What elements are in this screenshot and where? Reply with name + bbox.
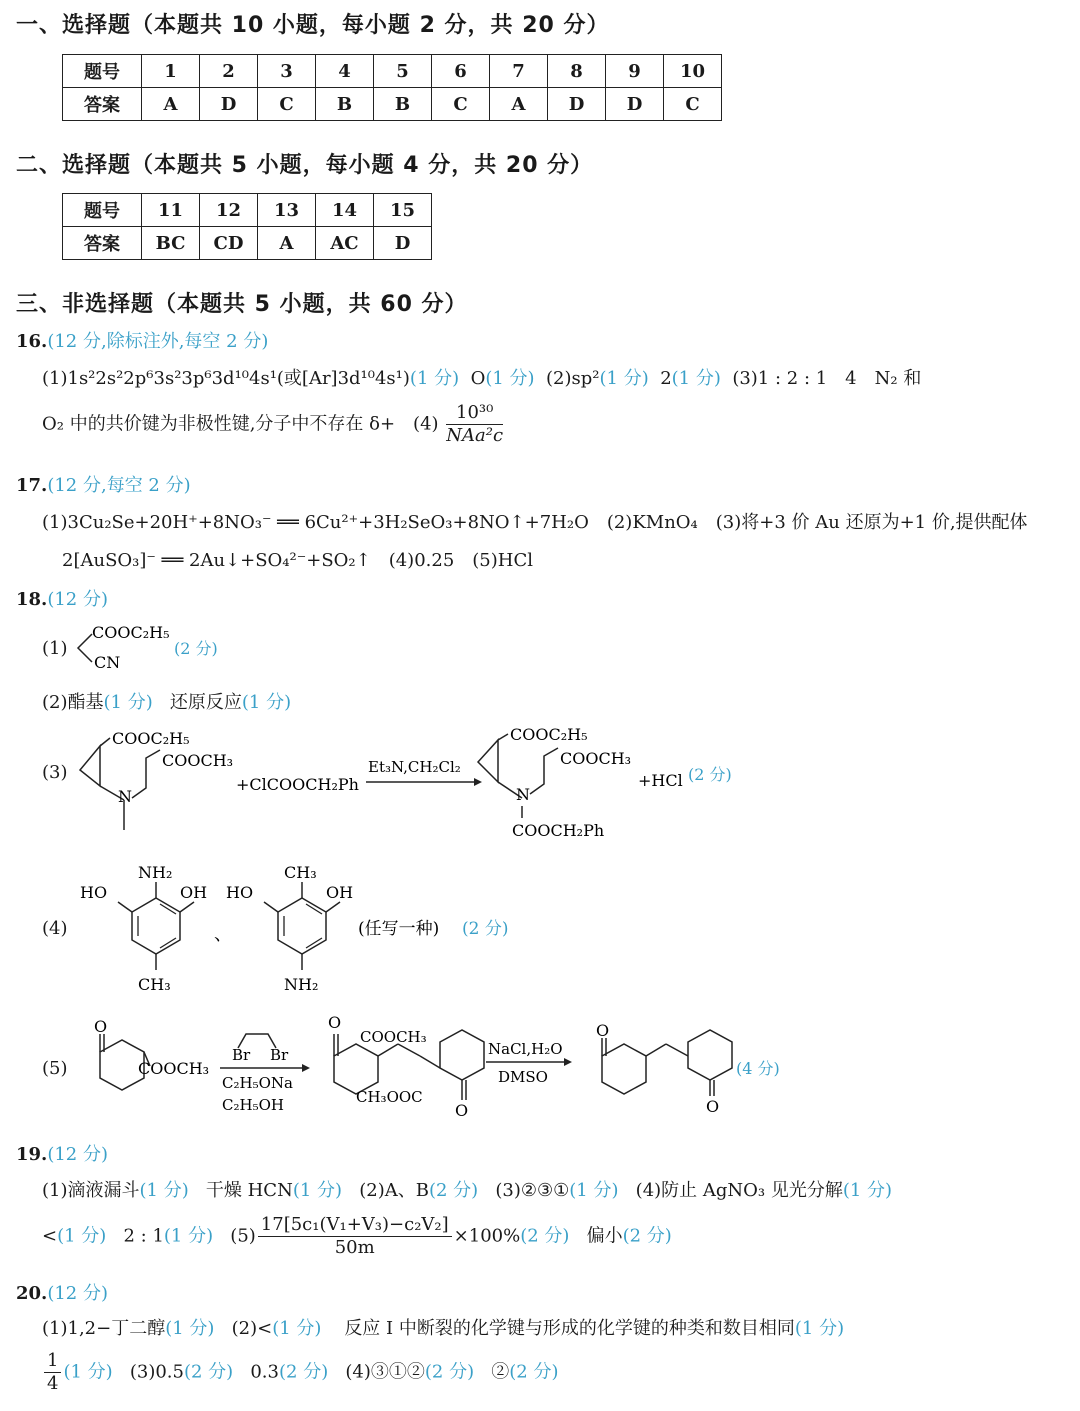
methyl-label: CH₃ bbox=[138, 975, 171, 994]
hydroxyl-label: HO bbox=[226, 883, 254, 902]
answer-cell: D bbox=[374, 227, 432, 260]
question-number: 18. bbox=[16, 589, 48, 610]
q16-line-1 bbox=[42, 364, 921, 390]
fraction-numerator: 1 bbox=[44, 1350, 61, 1373]
q20-header bbox=[16, 1279, 108, 1305]
number-cell: 5 bbox=[374, 55, 432, 88]
answer-cell: CD bbox=[200, 227, 258, 260]
answer-text: 还原反应 bbox=[169, 692, 242, 713]
number-cell: 9 bbox=[606, 55, 664, 88]
number-cell: 4 bbox=[316, 55, 374, 88]
header-cell: 答案 bbox=[63, 227, 142, 260]
answer-text: (1)1,2−丁二醇 bbox=[42, 1318, 166, 1339]
reaction-conditions: NaCl,H₂O bbox=[488, 1040, 563, 1058]
carbonyl-oxygen-label: O bbox=[94, 1017, 108, 1036]
answer-cell: A bbox=[490, 88, 548, 121]
byproduct-label: +HCl bbox=[638, 771, 683, 790]
question-number: 19. bbox=[16, 1144, 48, 1165]
ester-group-label: CH₃OOC bbox=[356, 1088, 423, 1106]
purity-fraction bbox=[258, 1214, 452, 1259]
q17-line-2: 2[AuSO₃]⁻ ══ 2Au↓+SO₄²⁻+SO₂↑ (4)0.25 (5)HCl bbox=[62, 550, 534, 571]
q18-header bbox=[16, 585, 108, 611]
answer-text: (3)1 : 2 : 1 4 N₂ 和 bbox=[732, 368, 922, 389]
hydroxyl-label: OH bbox=[180, 883, 208, 902]
score-note: (1 分) bbox=[485, 368, 535, 389]
number-cell: 15 bbox=[374, 194, 432, 227]
answer-text: (4)③①② bbox=[345, 1361, 425, 1383]
score-note: (1 分) bbox=[241, 692, 292, 713]
score-note: (1 分) bbox=[292, 1180, 343, 1201]
answer-text: (2)< bbox=[231, 1318, 273, 1339]
answer-text: 反应 Ⅰ 中断裂的化学键与形成的化学键的种类和数目相同 bbox=[344, 1318, 795, 1339]
answer-cell: C bbox=[664, 88, 722, 121]
number-cell: 10 bbox=[664, 55, 722, 88]
score-note: (12 分) bbox=[47, 1144, 108, 1165]
score-note: (1 分) bbox=[163, 1225, 214, 1247]
number-cell: 3 bbox=[258, 55, 316, 88]
score-note: (1 分) bbox=[569, 1180, 619, 1201]
reaction-conditions: DMSO bbox=[498, 1068, 548, 1086]
score-note: (12 分) bbox=[47, 589, 108, 610]
section-2-title: 二、选择题（本题共 5 小题，每小题 4 分，共 20 分） bbox=[16, 153, 594, 178]
score-note: (1 分) bbox=[165, 1318, 215, 1339]
number-cell: 6 bbox=[432, 55, 490, 88]
question-number: 17. bbox=[16, 475, 48, 496]
number-cell: 11 bbox=[142, 194, 200, 227]
reaction-conditions: C₂H₅ONa bbox=[222, 1074, 293, 1092]
score-note: (12 分,除标注外,每空 2 分) bbox=[47, 331, 269, 352]
ratio-fraction bbox=[44, 1350, 61, 1395]
fraction-numerator: 10³⁰ bbox=[446, 402, 503, 425]
answer-text: < bbox=[42, 1225, 58, 1247]
q18-part-4-label: (4) bbox=[42, 918, 68, 939]
answer-text: (2)A、B bbox=[359, 1180, 429, 1201]
score-note: (2 分) bbox=[279, 1361, 329, 1383]
score-note: (12 分) bbox=[47, 1283, 108, 1304]
answer-cell: D bbox=[200, 88, 258, 121]
nitrogen-label: N bbox=[516, 785, 530, 804]
header-cell: 题号 bbox=[63, 194, 142, 227]
answer-text: (1)1s²2s²2p⁶3s²3p⁶3d¹⁰4s¹(或[Ar]3d¹⁰4s¹) bbox=[42, 368, 410, 389]
answer-text: (5) bbox=[230, 1225, 256, 1247]
question-number: 16. bbox=[16, 331, 48, 352]
number-cell: 8 bbox=[548, 55, 606, 88]
answer-cell: D bbox=[548, 88, 606, 121]
dibromide-label: Br bbox=[232, 1046, 251, 1064]
number-cell: 12 bbox=[200, 194, 258, 227]
score-note: (2 分) bbox=[428, 1180, 479, 1201]
answer-text: (2)sp² bbox=[546, 368, 600, 389]
score-note: (2 分) bbox=[183, 1361, 234, 1383]
q18-part-5-reaction bbox=[70, 1012, 810, 1132]
cbz-group-label: COOCH₂Ph bbox=[512, 821, 605, 840]
number-cell: 7 bbox=[490, 55, 548, 88]
section-3-title: 三、非选择题（本题共 5 小题，共 60 分） bbox=[16, 292, 468, 317]
score-note: (1 分) bbox=[794, 1318, 845, 1339]
answer-cell: B bbox=[316, 88, 374, 121]
q19-header bbox=[16, 1140, 108, 1166]
hydroxyl-label: HO bbox=[80, 883, 108, 902]
q16-line-2 bbox=[42, 402, 505, 447]
q18-part-2 bbox=[42, 688, 291, 714]
section-2-answer-table bbox=[62, 193, 432, 260]
q18-part-5-label: (5) bbox=[42, 1058, 68, 1079]
answer-cell: A bbox=[142, 88, 200, 121]
score-note: (1 分) bbox=[272, 1318, 322, 1339]
answer-cell: D bbox=[606, 88, 664, 121]
q18-part-1-label: (1) bbox=[42, 638, 68, 659]
cyano-group-label: CN bbox=[94, 653, 121, 672]
score-note: (2 分) bbox=[520, 1225, 570, 1247]
answer-text: (3)②③① bbox=[495, 1180, 570, 1201]
ester-group-label: COOCH₃ bbox=[162, 751, 234, 770]
answer-text: ② bbox=[491, 1361, 510, 1383]
hydroxyl-label: OH bbox=[326, 883, 354, 902]
answer-text: (3)0.5 bbox=[129, 1361, 184, 1383]
answer-cell: AC bbox=[316, 227, 374, 260]
q17-header bbox=[16, 471, 191, 497]
carbonyl-oxygen-label: O bbox=[596, 1021, 610, 1040]
answer-cell: BC bbox=[142, 227, 200, 260]
answer-text: (1)滴液漏斗 bbox=[42, 1180, 140, 1201]
answer-text: 0.3 bbox=[250, 1361, 279, 1383]
answer-cell: C bbox=[258, 88, 316, 121]
ester-group-label: COOCH₃ bbox=[360, 1028, 427, 1046]
ester-group-label: COOCH₃ bbox=[560, 749, 632, 768]
section-1-answer-table bbox=[62, 54, 722, 121]
ester-group-label: COOC₂H₅ bbox=[510, 725, 588, 744]
score-note: (1 分) bbox=[409, 368, 460, 389]
number-cell: 13 bbox=[258, 194, 316, 227]
q18-part-1-structure bbox=[70, 618, 250, 678]
number-cell: 1 bbox=[142, 55, 200, 88]
score-note: (2 分) bbox=[462, 919, 509, 939]
answer-text: (4)防止 AgNO₃ 见光分解 bbox=[635, 1180, 843, 1201]
score-note: (2 分) bbox=[688, 765, 732, 784]
table-row bbox=[63, 88, 722, 121]
answer-cell: B bbox=[374, 88, 432, 121]
reaction-conditions: Et₃N,CH₂Cl₂ bbox=[368, 758, 461, 776]
score-note: (1 分) bbox=[57, 1225, 107, 1247]
header-cell: 题号 bbox=[63, 55, 142, 88]
section-1-title: 一、选择题（本题共 10 小题，每小题 2 分，共 20 分） bbox=[16, 13, 610, 38]
score-note: (1 分) bbox=[599, 368, 649, 389]
score-note: (1 分) bbox=[842, 1180, 893, 1201]
q16-header bbox=[16, 327, 268, 353]
score-note: (2 分) bbox=[622, 1225, 672, 1247]
answer-text: ×100% bbox=[453, 1225, 521, 1247]
question-number: 20. bbox=[16, 1283, 48, 1304]
ester-group-label: COOC₂H₅ bbox=[112, 729, 190, 748]
answer-text: (2)酯基 bbox=[42, 692, 104, 713]
score-note: (2 分) bbox=[174, 639, 218, 658]
score-note: (12 分,每空 2 分) bbox=[47, 475, 191, 496]
q18-part-3-label: (3) bbox=[42, 762, 68, 783]
q19-line-1 bbox=[42, 1176, 892, 1202]
number-cell: 2 bbox=[200, 55, 258, 88]
carbonyl-oxygen-label: O bbox=[328, 1013, 342, 1032]
amino-label: NH₂ bbox=[138, 863, 173, 882]
carbonyl-oxygen-label: O bbox=[706, 1097, 720, 1116]
carbonyl-oxygen-label: O bbox=[455, 1101, 469, 1120]
dibromide-label: Br bbox=[270, 1046, 289, 1064]
fraction-denominator: 4 bbox=[47, 1373, 59, 1394]
header-cell: 答案 bbox=[63, 88, 142, 121]
answer-text: O₂ 中的共价键为非极性键,分子中不存在 δ+ (4) bbox=[42, 413, 439, 435]
answer-cell: A bbox=[258, 227, 316, 260]
fraction-denominator: NAa²c bbox=[446, 425, 504, 446]
score-note: (4 分) bbox=[736, 1059, 780, 1078]
q20-line-1 bbox=[42, 1314, 844, 1340]
number-cell: 14 bbox=[316, 194, 374, 227]
density-fraction bbox=[446, 402, 503, 447]
methyl-label: CH₃ bbox=[284, 863, 317, 882]
ester-group-label: COOCH₃ bbox=[138, 1059, 210, 1078]
reagent-label: +ClCOOCH₂Ph bbox=[236, 775, 359, 794]
answer-text: 干燥 HCN bbox=[205, 1180, 293, 1201]
table-row bbox=[63, 227, 432, 260]
reaction-conditions: C₂H₅OH bbox=[222, 1096, 284, 1114]
score-note: (1 分) bbox=[671, 368, 721, 389]
nitrogen-label: N bbox=[118, 787, 132, 806]
fraction-denominator: 50m bbox=[334, 1237, 375, 1258]
score-note: (1 分) bbox=[63, 1361, 113, 1383]
fraction-numerator: 17[5c₁(V₁+V₃)−c₂V₂] bbox=[258, 1214, 452, 1237]
amino-label: NH₂ bbox=[284, 975, 319, 994]
q18-part-3-reaction bbox=[70, 722, 760, 852]
note-text: (任写一种) bbox=[358, 919, 440, 939]
separator: 、 bbox=[214, 924, 232, 945]
q17-line-1: (1)3Cu₂Se+20H⁺+8NO₃⁻ ══ 6Cu²⁺+3H₂SeO₃+8NO↑+7H₂O (2)KMnO₄ (3)将+3 价 Au 还原为+1 价,提供配体 bbox=[42, 512, 1028, 533]
table-row bbox=[63, 194, 432, 227]
answer-cell: C bbox=[432, 88, 490, 121]
q20-line-2 bbox=[42, 1350, 559, 1395]
score-note: (1 分) bbox=[103, 692, 153, 713]
ester-group-label: COOC₂H₅ bbox=[92, 623, 170, 642]
score-note: (2 分) bbox=[509, 1361, 559, 1383]
answer-text: O bbox=[470, 368, 486, 389]
q19-line-2 bbox=[42, 1214, 672, 1259]
answer-text: 2 bbox=[660, 368, 672, 389]
answer-text: 2 : 1 bbox=[123, 1225, 164, 1247]
score-note: (1 分) bbox=[139, 1180, 189, 1201]
answer-text: 偏小 bbox=[586, 1225, 623, 1247]
score-note: (2 分) bbox=[424, 1361, 475, 1383]
q18-part-4-structures bbox=[76, 858, 556, 998]
table-row bbox=[63, 55, 722, 88]
